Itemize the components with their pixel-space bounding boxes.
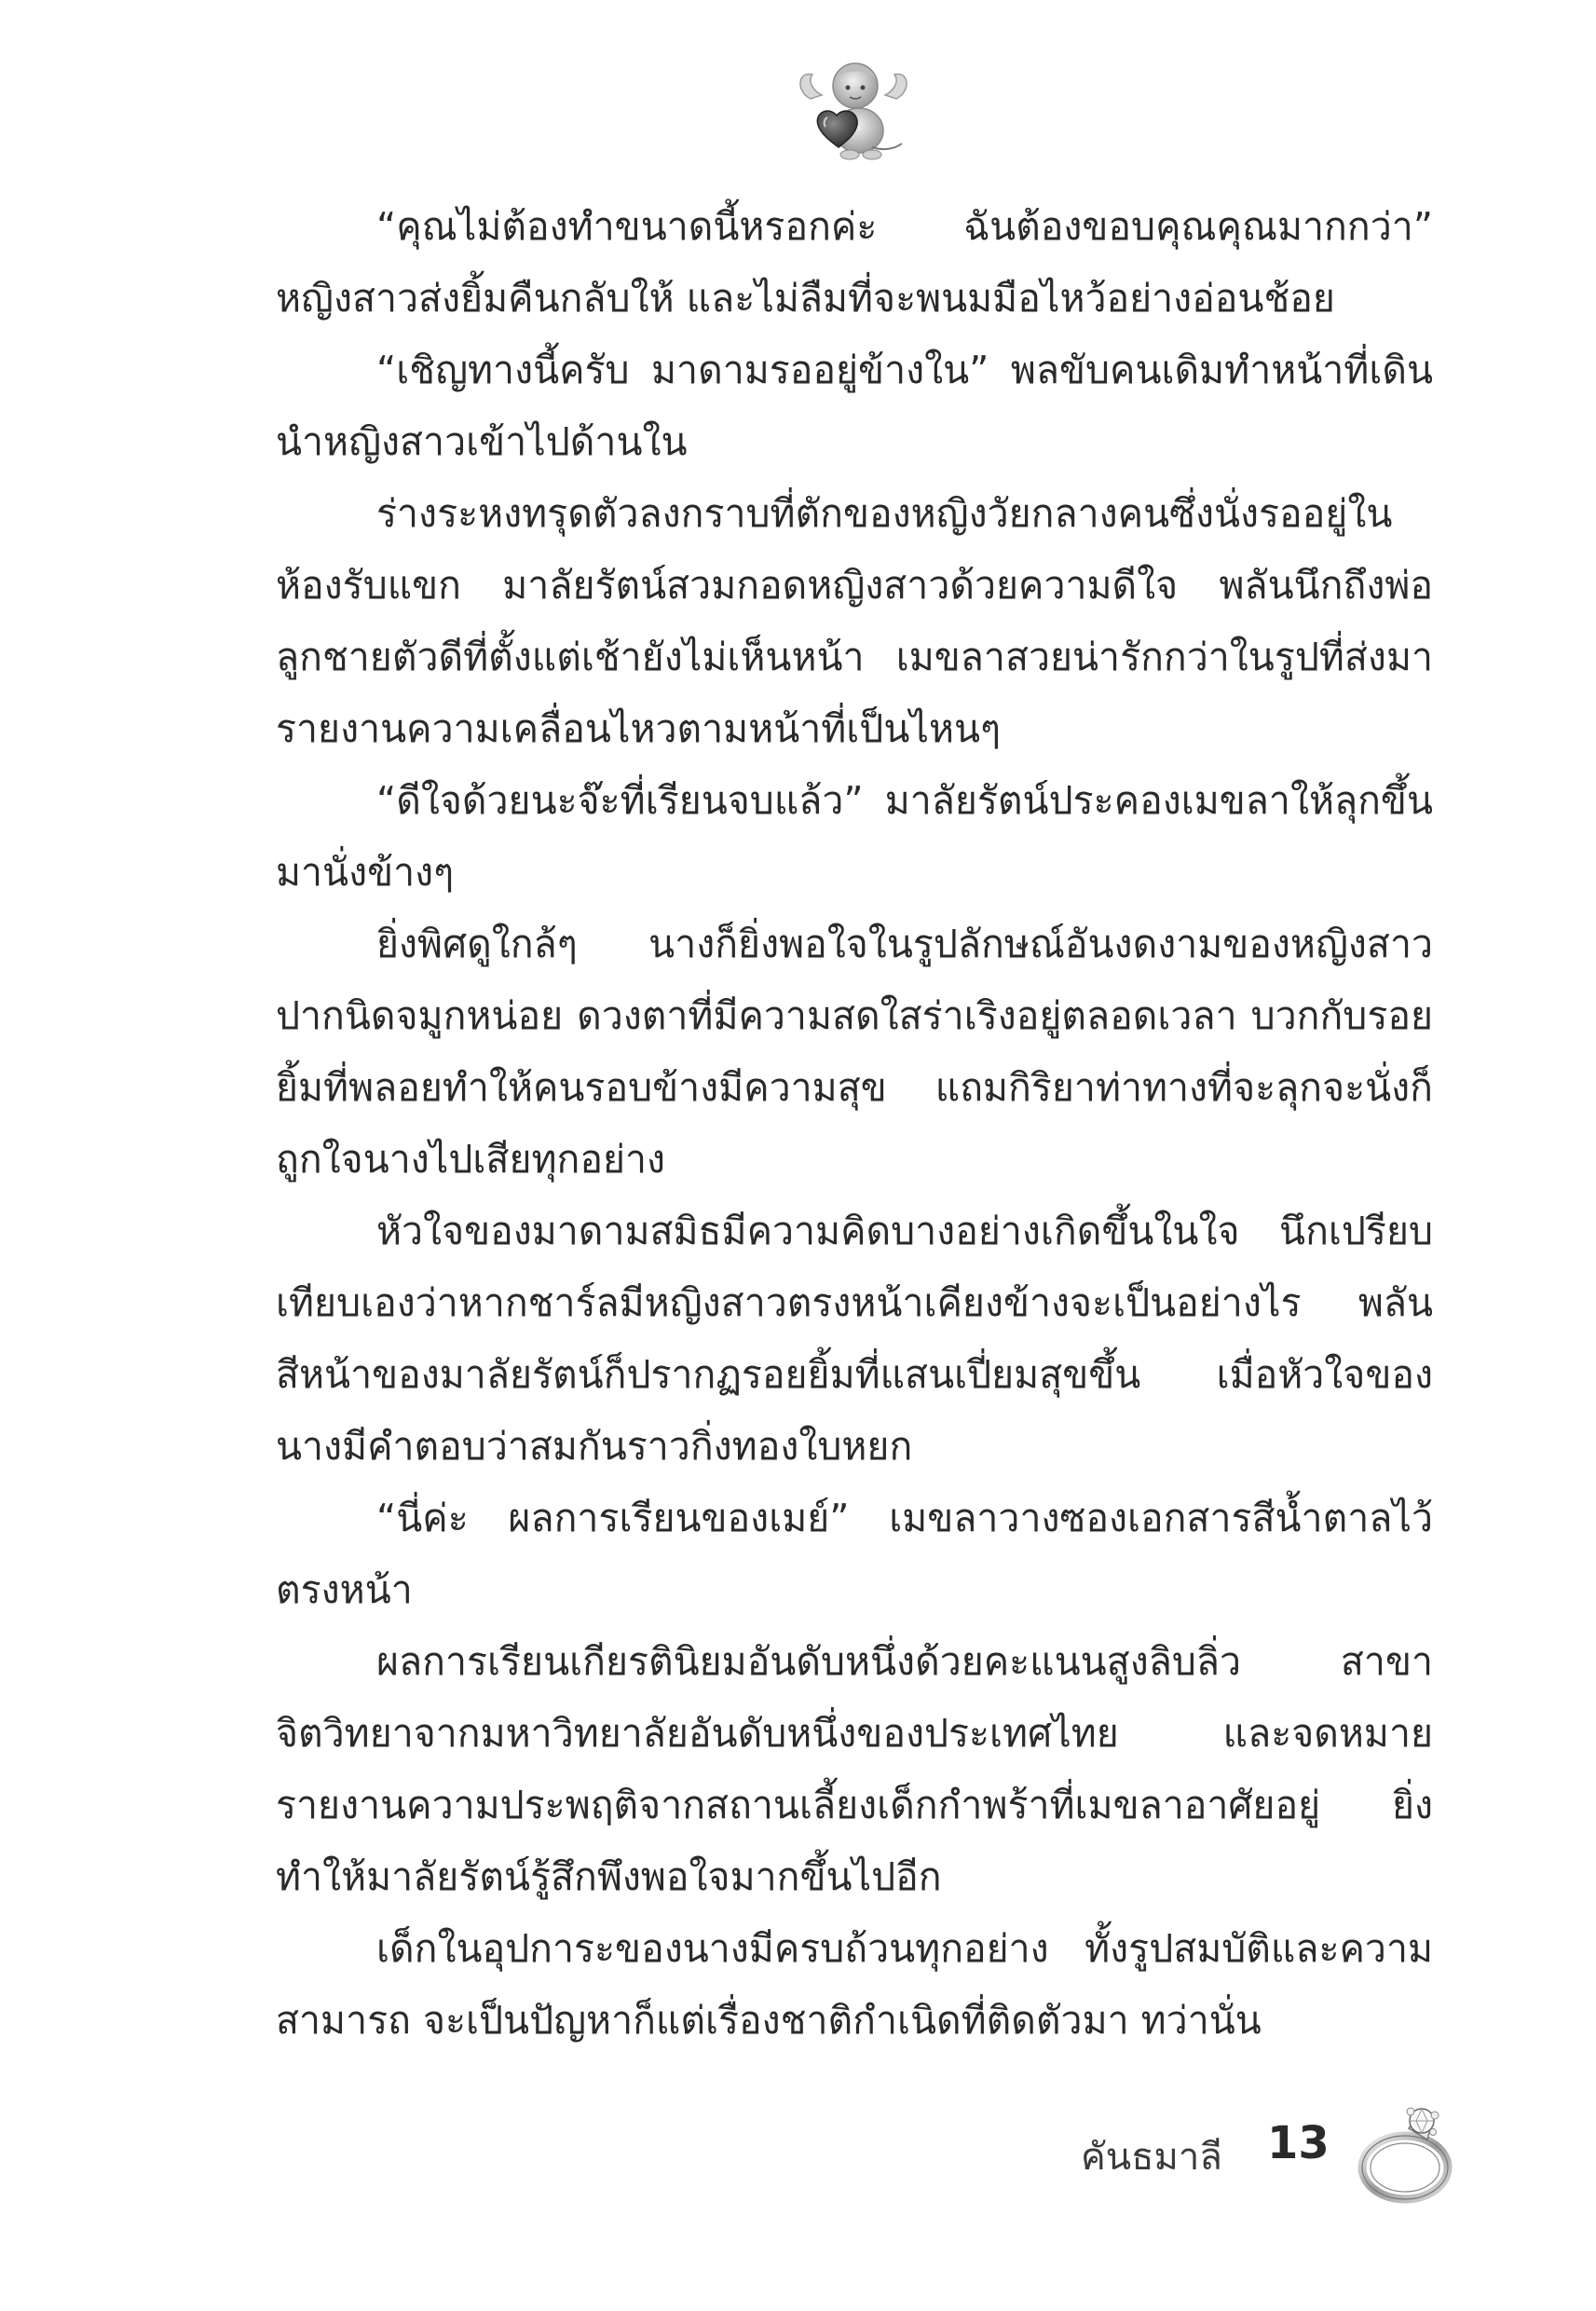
cupid-with-heart-icon: [794, 54, 913, 164]
paragraph: ยิ่งพิศดูใกล้ๆ นางก็ยิ่งพอใจในรูปลักษณ์อันงดงามของหญิงสาว ปากนิดจมูกหน่อย ดวงตาที่มีความสดใสร่าเริงอยู่ตลอดเวลา บวกกับรอยยิ้มที่พลอยทำให้คนรอบข้างมีความสุข แถมกิริยาท่าทางที่จะลุกจะนั่งก็ถูกใจนางไปเสียทุกอย่าง: [276, 922, 1433, 1182]
page-footer: [1081, 2087, 1565, 2274]
paragraph: “เชิญทางนี้ครับ มาดามรออยู่ข้างใน” พลขับคนเดิมทำหน้าที่เดินนำหญิงสาวเข้าไปด้านใน: [276, 348, 1433, 464]
paragraph: หัวใจของมาดามสมิธมีความคิดบางอย่างเกิดขึ้นในใจ นึกเปรียบเทียบเองว่าหากชาร์ลมีหญิงสาวตรงหน้าเคียงข้างจะเป็นอย่างไร พลันสีหน้าของมาลัยรัตน์ก็ปรากฏรอยยิ้มที่แสนเปี่ยมสุขขึ้น เมื่อหัวใจของนางมีคำตอบว่าสมกันราวกิ่งทองใบหยก: [276, 1209, 1433, 1469]
book-title: คันธมาลี: [1081, 2136, 1222, 2179]
paragraph: “นี่ค่ะ ผลการเรียนของเมย์” เมขลาวางซองเอกสารสีน้ำตาลไว้ตรงหน้า: [276, 1496, 1433, 1612]
page-number: 13: [1267, 2117, 1330, 2169]
body-text: [276, 191, 1433, 2057]
diamond-ring-icon: [1351, 2087, 1463, 2208]
paragraph: ร่างระหงทรุดตัวลงกราบที่ตักของหญิงวัยกลางคนซึ่งนั่งรออยู่ในห้องรับแขก มาลัยรัตน์สวมกอดหญิงสาวด้วยความดีใจ พลันนึกถึงพ่อลูกชายตัวดีที่ตั้งแต่เช้ายังไม่เห็นหน้า เมขลาสวยน่ารักกว่าในรูปที่ส่งมารายงานความเคลื่อนไหวตามหน้าที่เป็นไหนๆ: [276, 491, 1433, 751]
paragraph: เด็กในอุปการะของนางมีครบถ้วนทุกอย่าง ทั้งรูปสมบัติและความสามารถ จะเป็นปัญหาก็แต่เรื่องชาติกำเนิดที่ติดตัวมา ทว่านั่น: [276, 1926, 1433, 2043]
paragraph: “คุณไม่ต้องทำขนาดนี้หรอกค่ะ ฉันต้องขอบคุณคุณมากกว่า” หญิงสาวส่งยิ้มคืนกลับให้ และไม่ลืมที่จะพนมมือไหว้อย่างอ่อนช้อย: [276, 204, 1433, 321]
paragraph: “ดีใจด้วยนะจ๊ะที่เรียนจบแล้ว” มาลัยรัตน์ประคองเมขลาให้ลุกขึ้นมานั่งข้างๆ: [276, 778, 1433, 895]
paragraph: ผลการเรียนเกียรตินิยมอันดับหนึ่งด้วยคะแนนสูงลิบลิ่ว สาขาจิตวิทยาจากมหาวิทยาลัยอันดับหนึ่งของประเทศไทย และจดหมายรายงานความประพฤติจากสถานเลี้ยงเด็กกำพร้าที่เมขลาอาศัยอยู่ ยิ่งทำให้มาลัยรัตน์รู้สึกพึงพอใจมากขึ้นไปอีก: [276, 1639, 1433, 1899]
